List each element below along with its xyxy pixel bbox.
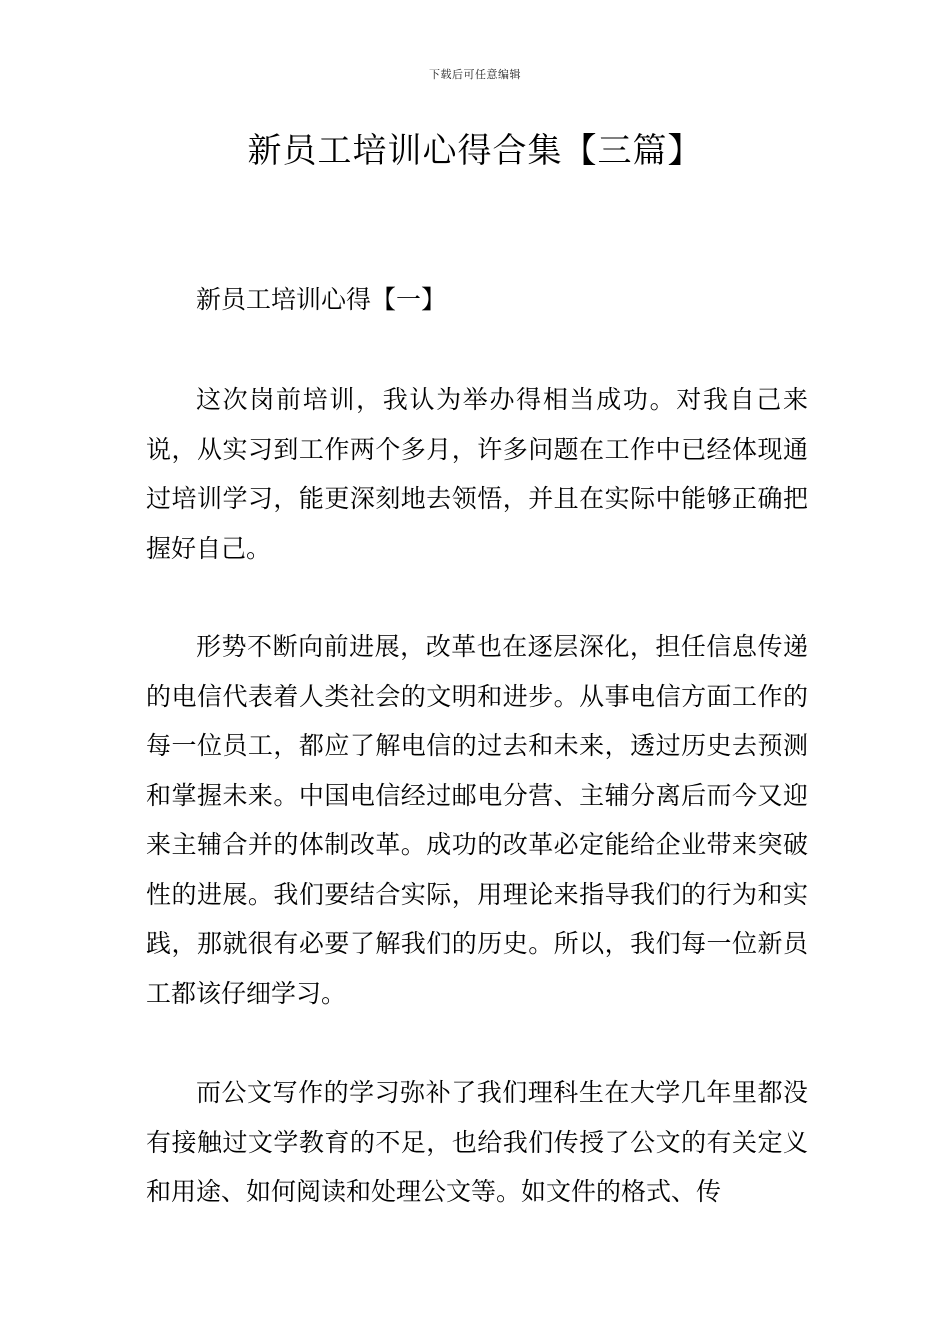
paragraph-2 — [146, 622, 808, 1018]
paragraph-text: 形势不断向前进展，改革也在逐层深化，担任信息传递的电信代表着人类社会的文明和进步。从事电信方面工作的每一位员工，都应了解电信的过去和未来，透过历史去预测和掌握未来。中国电信经过邮电分营、主辅分离后而今又迎来主辅合并的体制改革。成功的改革必定能给企业带来突破性的进展。我们要结合实际，用理论来指导我们的行为和实践，那就很有必要了解我们的历史。所以，我们每一位新员工都该仔细学习。 — [146, 632, 808, 1008]
paragraph-1 — [146, 375, 808, 573]
paragraph-text: 这次岗前培训，我认为举办得相当成功。对我自己来说，从实习到工作两个多月，许多问题在工作中已经体现通过培训学习，能更深刻地去领悟，并且在实际中能够正确把握好自己。 — [146, 385, 808, 563]
header-note: 下载后可任意编辑 — [429, 68, 521, 81]
paragraph-3 — [146, 1068, 808, 1217]
section-heading: 新员工培训心得【一】 — [196, 285, 447, 314]
page-title: 新员工培训心得合集【三篇】 — [247, 131, 703, 171]
paragraph-text: 而公文写作的学习弥补了我们理科生在大学几年里都没有接触过文学教育的不足，也给我们传授了公文的有关定义和用途、如何阅读和处理公文等。如文件的格式、传 — [146, 1078, 808, 1206]
